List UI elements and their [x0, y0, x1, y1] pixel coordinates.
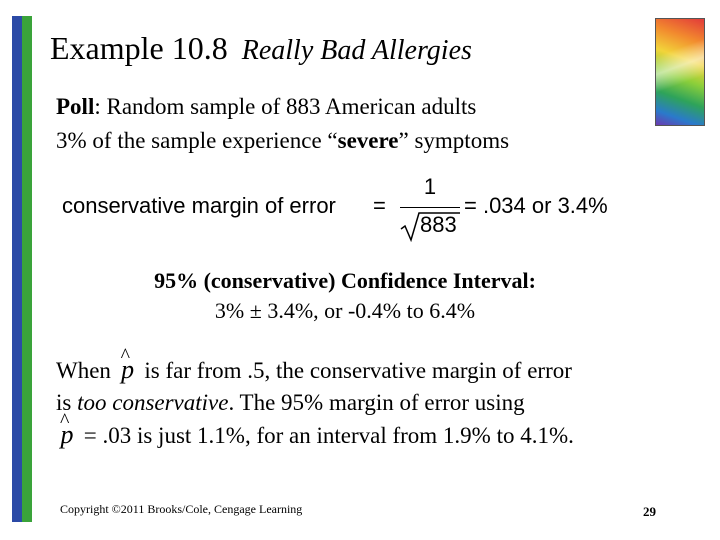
explanation-line-3-text: = .03 is just 1.1%, for an interval from 1.9% to 4.1%. [78, 423, 574, 448]
explanation-paragraph [56, 354, 574, 452]
p-hat-symbol: ^ p [117, 354, 139, 386]
poll-line-2 [56, 124, 509, 158]
explanation-line-2-pre: is [56, 390, 78, 415]
formula-equals: = [373, 193, 386, 218]
slide-title [50, 30, 472, 67]
poll-line-2-post: ” symptoms [398, 128, 510, 153]
poll-line-1-text: : Random sample of 883 American adults [94, 94, 477, 119]
explanation-line-2-post: . The 95% margin of error using [228, 390, 525, 415]
fraction-bar [400, 207, 460, 208]
decorative-rainbow-image [655, 18, 705, 126]
formula-rhs: = .034 or 3.4% [464, 193, 608, 218]
title-subtitle: Really Bad Allergies [241, 35, 472, 66]
denominator-value: 883 [420, 212, 457, 237]
ci-heading: 95% (conservative) Confidence Interval: [154, 268, 536, 293]
formula-numerator: 1 [423, 174, 437, 199]
too-conservative-text: too conservative [77, 390, 229, 415]
confidence-interval [0, 266, 690, 326]
poll-description [56, 90, 509, 158]
poll-severe: severe [337, 128, 399, 153]
formula-lhs: conservative margin of error [62, 193, 336, 218]
poll-line-1 [56, 90, 509, 124]
explanation-line-2 [56, 387, 574, 419]
page-number: 29 [643, 504, 656, 519]
copyright-footer: Copyright ©2011 Brooks/Cole, Cengage Learning [60, 502, 303, 516]
explanation-line-1-pre: When [56, 358, 117, 383]
title-main: Example 10.8 [50, 30, 228, 66]
explanation-line-1 [56, 354, 574, 387]
explanation-line-3 [56, 419, 574, 452]
ci-body: 3% ± 3.4%, or -0.4% to 6.4% [214, 298, 476, 323]
margin-of-error-formula [62, 176, 642, 240]
poll-label: Poll [56, 94, 95, 119]
poll-line-2-pre: 3% of the sample experience “ [56, 128, 338, 153]
p-hat-symbol-2: ^ p [56, 419, 78, 451]
explanation-line-1-post: is far from .5, the conservative margin of error [138, 358, 572, 383]
